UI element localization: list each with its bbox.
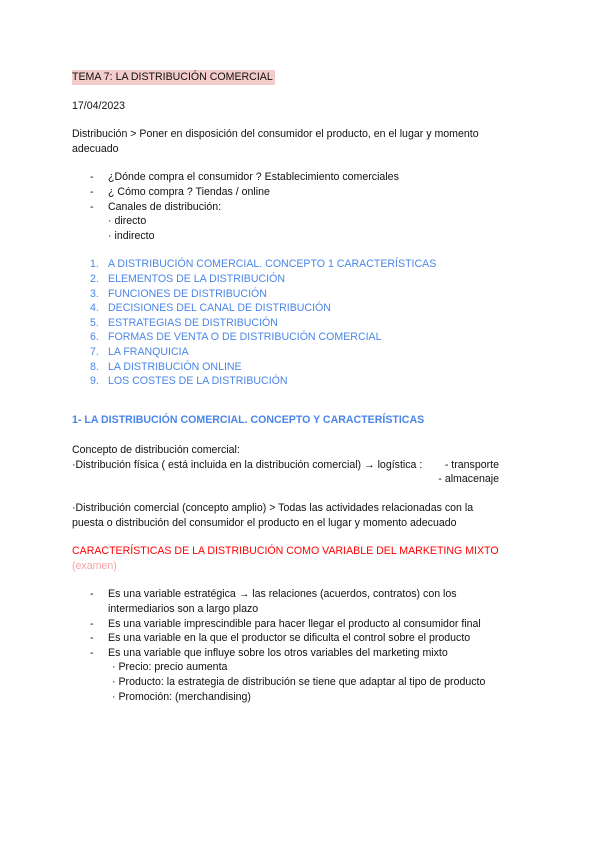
toc-item[interactable]: 8. LA DISTRIBUCIÓN ONLINE — [90, 360, 242, 373]
list-item: - Es una variable estratégica → las relaciones (acuerdos, contratos) con los intermediarios son a largo plazo — [90, 588, 457, 616]
doc-date: 17/04/2023 — [72, 99, 126, 112]
sub-promocion: · Promoción: (merchandising) — [112, 690, 251, 703]
list-item: - Es una variable imprescindible para hacer llegar el producto al consumidor final — [90, 617, 481, 630]
definition-text: Distribución > Poner en disposición del consumidor el producto, en el lugar y momento adecuado — [72, 128, 479, 155]
list-item: - Es una variable en la que el productor se dificulta el control sobre el producto — [90, 632, 471, 645]
toc-item[interactable]: 7. LA FRANQUICIA — [90, 345, 189, 358]
toc-item[interactable]: 3. FUNCIONES DE DISTRIBUCIÓN — [90, 287, 267, 300]
doc-title: TEMA 7: LA DISTRIBUCIÓN COMERCIAL — [72, 71, 273, 83]
list-item: - Canales de distribución: — [90, 200, 222, 213]
section-1-heading: 1- LA DISTRIBUCIÓN COMERCIAL. CONCEPTO Y CARACTERÍSTICAS — [72, 413, 425, 426]
channel-indirecto: · indirecto — [108, 229, 155, 242]
almacenaje-text: - almacenaje — [438, 473, 499, 486]
sub-producto: · Producto: la estrategia de distribución se tiene que adaptar al tipo de producto — [112, 676, 486, 688]
intro-list — [72, 170, 528, 214]
caracteristicas-list — [72, 587, 528, 660]
document-page — [72, 70, 528, 704]
amplio-line-2: puesta o distribución del consumidor el producto en el lugar y momento adecuado — [72, 516, 457, 529]
fisica-line — [72, 458, 528, 473]
toc-item[interactable]: 4. DECISIONES DEL CANAL DE DISTRIBUCIÓN — [90, 302, 331, 315]
concept-label: Concepto de distribución comercial: — [72, 444, 240, 457]
list-item: - ¿Dónde compra el consumidor ? Establecimiento comerciales — [90, 171, 399, 184]
fisica-text: ·Distribución física ( está incluida en la distribución comercial) → logística : — [72, 458, 423, 471]
sub-precio: · Precio: precio aumenta — [112, 661, 228, 674]
toc-item[interactable]: 5. ESTRATEGIAS DE DISTRIBUCIÓN — [90, 316, 278, 329]
table-of-contents — [72, 257, 528, 388]
list-item: - ¿ Cómo compra ? Tiendas / online — [90, 185, 270, 198]
toc-item[interactable]: 6. FORMAS DE VENTA O DE DISTRIBUCIÓN COMERCIAL — [90, 331, 382, 344]
amplio-line-1: ·Distribución comercial (concepto amplio) > Todas las actividades relacionadas con la — [72, 502, 474, 515]
channel-directo: · directo — [108, 215, 147, 228]
toc-item[interactable]: 9. LOS COSTES DE LA DISTRIBUCIÓN — [90, 375, 288, 388]
caracteristicas-heading: CARACTERÍSTICAS DE LA DISTRIBUCIÓN COMO VARIABLE DEL MARKETING MIXTO — [72, 545, 499, 558]
list-item: - Es una variable que influye sobre los otros variables del marketing mixto — [90, 646, 448, 659]
toc-item[interactable]: 1. A DISTRIBUCIÓN COMERCIAL. CONCEPTO 1 CARACTERÍSTICAS — [90, 258, 437, 271]
transporte-text: - transporte — [444, 458, 499, 471]
toc-item[interactable]: 2. ELEMENTOS DE LA DISTRIBUCIÓN — [90, 272, 285, 285]
examen-note: (examen) — [72, 559, 117, 572]
